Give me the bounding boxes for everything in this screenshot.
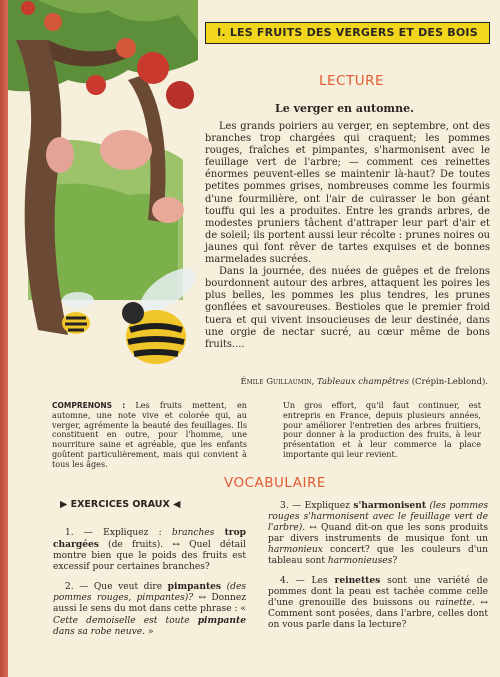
apple-5	[44, 13, 62, 31]
comprehension-text-left: Les fruits mettent, en automne, une note vive et colorée qui, au verger, agrémente la beauté des feuillages. Ils constituent en outre, pour l'homme, une nourriture saine et agréable, que les enfants goûtent particulièrement, mais qui convient à tous les âges.	[52, 400, 247, 469]
reading-source: Émile Guillaumin, Tableaux champêtres (Crépin-Leblond).	[240, 377, 488, 387]
pig-3	[152, 197, 184, 223]
exercises-heading: ▶ EXERCICES ORAUX ◀	[60, 499, 181, 510]
comprehension-right	[283, 401, 481, 460]
comprehension-left	[52, 401, 247, 470]
apple-6	[21, 1, 35, 15]
comprehension-text-right: Un gros effort, qu'il faut continuer, est entrepris en France, depuis plusieurs années, pour améliorer l'entretien des arbres fruitiers, pour donner à la production des fruits, à leur présentation et à leur commerce la place importante qui leur revient.	[283, 400, 481, 459]
apple-2	[166, 81, 194, 109]
reading-paragraph: Les grands poiriers au verger, en septembre, ont des branches trop chargées qui craquent; les pommes rouges, fraîches et pimpantes, s'harmonisent avec le feuillage vert de l'arbre; — comment ces reinettes énormes peuvent-elles se maintenir là-haut? De toutes petites pommes grises, nombreuses comme les fourmis d'une fourmilière, ont l'air de cuirasser le bon géant touffu qui les a produites. Entre les grands arbres, de modestes pruniers tâchent d'attraper leur part d'air et de soleil; ils portent aussi leur récolte : prunes noires ou jaunes qui font rêver de tartes exquises et de bonnes marmelades sucrées.	[205, 121, 490, 266]
exercise-4: 4. — Les reinettes sont une variété de pommes dont la peau est tachée comme celle d'une grenouille des buissons ou rainette. ↔ Comment sont posées, dans l'arbre, celles dont on vous parle dans la lecture?	[268, 575, 489, 630]
reading-title: Le verger en automne.	[275, 102, 414, 115]
comprehension-label: COMPRENONS :	[52, 401, 126, 410]
reading-text	[205, 121, 490, 351]
apple-4	[86, 75, 106, 95]
section-heading-vocabulaire: VOCABULAIRE	[224, 475, 326, 491]
pig-1	[100, 130, 152, 170]
apple-3	[116, 38, 136, 58]
reading-paragraph: Dans la journée, des nuées de guêpes et de frelons bourdonnent autour des arbres, attaquent les poires les plus belles, les pommes les plus tendres, les prunes gonflées et savoureuses. Bestioles que le premier froid tuera et qui vivent insoucieuses de leur destinée, dans une orgie de nectar sucré, au cœur même de bons fruits....	[205, 266, 490, 350]
exercise-2: 2. — Que veut dire pimpantes (des pommes rouges, pimpantes)? ↔ Donnez aussi le sens du mot dans cette phrase : « Cette demoiselle est toute pimpante dans sa robe neuve. »	[53, 581, 247, 637]
author-name: Émile Guillaumin	[240, 377, 312, 387]
pig-2	[46, 137, 74, 173]
orchard-illustration	[8, 0, 198, 395]
work-title: Tableaux champêtres	[316, 377, 409, 387]
exercise-1: 1. — Expliquez : branches trop chargées (de fruits). ↔ Quel détail montre bien que le poids des fruits est excessif pour certaines branches?	[53, 527, 246, 572]
exercise-column-right	[268, 500, 488, 631]
publisher: (Crépin-Leblond).	[411, 377, 488, 387]
apple-1	[137, 52, 169, 84]
exercise-3: 3. — Expliquez s'harmonisent (les pommes rouges s'harmonisent avec le feuillage vert de l'arbre). ↔ Quand dit-on que les sons produits par divers instruments de musique font un harmonieux concert? que les couleurs d'un tableau sont harmonieuses?	[268, 500, 488, 566]
chapter-banner: I. LES FRUITS DES VERGERS ET DES BOIS	[205, 22, 490, 44]
exercise-column-left	[53, 527, 246, 638]
book-binding-edge	[0, 0, 8, 677]
section-heading-lecture: LECTURE	[319, 73, 385, 89]
